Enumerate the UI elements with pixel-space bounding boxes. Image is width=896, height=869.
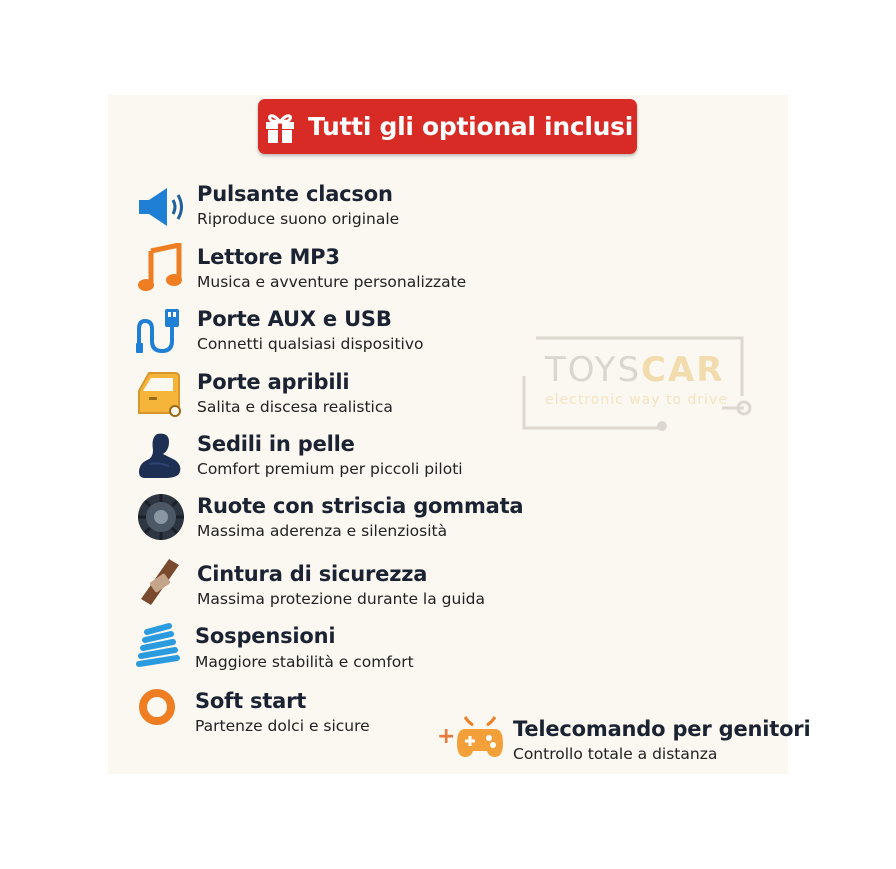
feature-desc-seatbelt: Massima protezione durante la guida	[197, 590, 485, 608]
extra-desc: Controllo totale a distanza	[513, 745, 718, 763]
feature-desc-softstart: Partenze dolci e sicure	[195, 717, 370, 735]
feature-desc-mp3: Musica e avventure personalizzate	[197, 273, 467, 291]
car-door-icon	[135, 369, 185, 419]
feature-title-tires: Ruote con striscia gommata	[197, 494, 524, 518]
feature-title-suspension: Sospensioni	[195, 624, 336, 648]
feature-desc-usb: Connetti qualsiasi dispositivo	[197, 335, 424, 353]
title-banner	[258, 99, 637, 154]
seatbelt-icon	[135, 557, 185, 607]
feature-desc-tires: Massima aderenza e silenziosità	[197, 522, 448, 540]
watermark-tagline: electronic way to drive	[545, 392, 728, 408]
feature-title-softstart: Soft start	[195, 689, 307, 713]
spring-icon	[133, 620, 183, 670]
gift-icon	[262, 109, 298, 145]
feature-title-usb: Porte AUX e USB	[197, 307, 392, 331]
ring-icon	[135, 685, 185, 735]
feature-title-doors: Porte apribili	[197, 370, 350, 394]
feature-desc-doors: Salita e discesa realistica	[197, 398, 393, 416]
gamepad-icon	[455, 713, 505, 763]
usb-cable-icon	[135, 307, 185, 357]
feature-title-seats: Sedili in pelle	[197, 432, 355, 456]
tire-icon	[136, 492, 186, 542]
seat-icon	[135, 430, 185, 480]
watermark-brand: TOYSCAR	[545, 350, 725, 390]
music-note-icon	[135, 243, 185, 293]
feature-title-horn: Pulsante clacson	[197, 182, 393, 206]
horn-speaker-icon	[135, 182, 185, 232]
feature-desc-seats: Comfort premium per piccoli piloti	[197, 460, 463, 478]
feature-title-seatbelt: Cintura di sicurezza	[197, 562, 428, 586]
feature-desc-suspension: Maggiore stabilità e comfort	[195, 653, 414, 671]
banner-title: Tutti gli optional inclusi	[308, 112, 633, 141]
extra-title: Telecomando per genitori	[513, 717, 811, 741]
plus-sign: +	[437, 724, 456, 749]
feature-desc-horn: Riproduce suono originale	[197, 210, 400, 228]
feature-title-mp3: Lettore MP3	[197, 245, 340, 269]
